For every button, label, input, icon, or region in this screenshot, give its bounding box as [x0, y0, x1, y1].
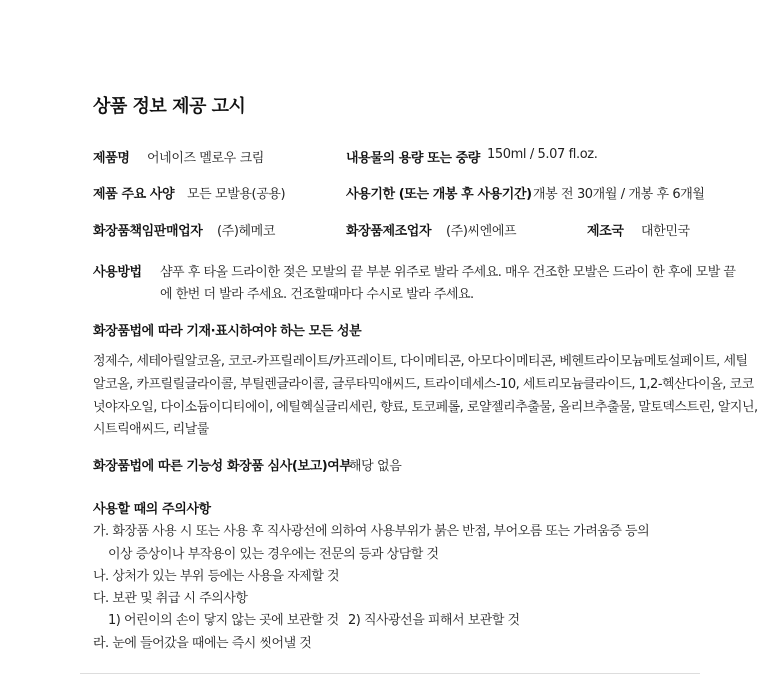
volume-value: 150ml / 5.07 fl.oz.: [487, 147, 598, 162]
caution-heading: 사용할 때의 주의사항: [93, 502, 211, 517]
product-name-value: 어네이즈 멜로우 크림: [147, 151, 264, 166]
ingredients-line: 넛야자오일, 다이소듐이디티에이, 에틸헥실글리세린, 향료, 토코페롤, 로얄젤리추출물, 올리브추출물, 말토덱스트린, 알지닌,: [93, 400, 758, 415]
bottom-divider: [80, 673, 700, 674]
caution-line: 2) 직사광선을 피해서 보관할 것: [348, 613, 520, 628]
maker-label: 화장품제조업자: [346, 224, 432, 239]
ingredients-line: 시트릭애씨드, 리날룰: [93, 422, 209, 437]
caution-line: 라. 눈에 들어갔을 때에는 즉시 씻어낼 것: [93, 636, 312, 651]
spec-label: 제품 주요 사양: [93, 187, 175, 202]
ingredients-line: 알코올, 카프릴릴글라이콜, 부틸렌글라이콜, 글루타믹애씨드, 트라이데세스-10, 세트리모늄클라이드, 1,2-헥산다이올, 코코: [93, 377, 754, 392]
caution-line: 이상 증상이나 부작용이 있는 경우에는 전문의 등과 상담할 것: [108, 547, 439, 562]
usage-text-line: 샴푸 후 타올 드라이한 젖은 모발의 끝 부분 위주로 발라 주세요. 매우 건조한 모발은 드라이 한 후에 모발 끝: [160, 265, 736, 280]
seller-value: (주)헤메코: [217, 224, 275, 239]
seller-label: 화장품책임판매업자: [93, 224, 203, 239]
spec-value: 모든 모발용(공용): [187, 187, 286, 202]
country-value: 대한민국: [641, 224, 690, 239]
page-title: 상품 정보 제공 고시: [93, 96, 246, 117]
ingredients-line: 정제수, 세테아릴알코올, 코코-카프릴레이트/카프레이트, 다이메티콘, 아모다이메티콘, 베헨트라이모늄메토설페이트, 세틸: [93, 354, 748, 369]
expiry-label: 사용기한 (또는 개봉 후 사용기간): [346, 187, 532, 202]
product-name-label: 제품명: [93, 151, 130, 166]
caution-line: 다. 보관 및 취급 시 주의사항: [93, 591, 248, 606]
caution-line: 나. 상처가 있는 부위 등에는 사용을 자제할 것: [93, 569, 340, 584]
functional-value: 해당 없음: [349, 459, 402, 474]
usage-label: 사용방법: [93, 265, 142, 280]
caution-line: 가. 화장품 사용 시 또는 사용 후 직사광선에 의하여 사용부위가 붉은 반점, 부어오름 또는 가려움증 등의: [93, 524, 650, 539]
volume-label: 내용물의 용량 또는 중량: [346, 151, 480, 166]
functional-label: 화장품법에 따른 기능성 화장품 심사(보고)여부: [93, 459, 352, 474]
maker-value: (주)씨엔에프: [446, 224, 517, 239]
usage-text-line: 에 한번 더 발라 주세요. 건조할때마다 수시로 발라 주세요.: [160, 287, 474, 302]
expiry-value: 개봉 전 30개월 / 개봉 후 6개월: [533, 187, 705, 202]
country-label: 제조국: [587, 224, 624, 239]
ingredients-heading: 화장품법에 따라 기재·표시하여야 하는 모든 성분: [93, 324, 362, 339]
caution-line: 1) 어린이의 손이 닿지 않는 곳에 보관할 것: [108, 613, 339, 628]
